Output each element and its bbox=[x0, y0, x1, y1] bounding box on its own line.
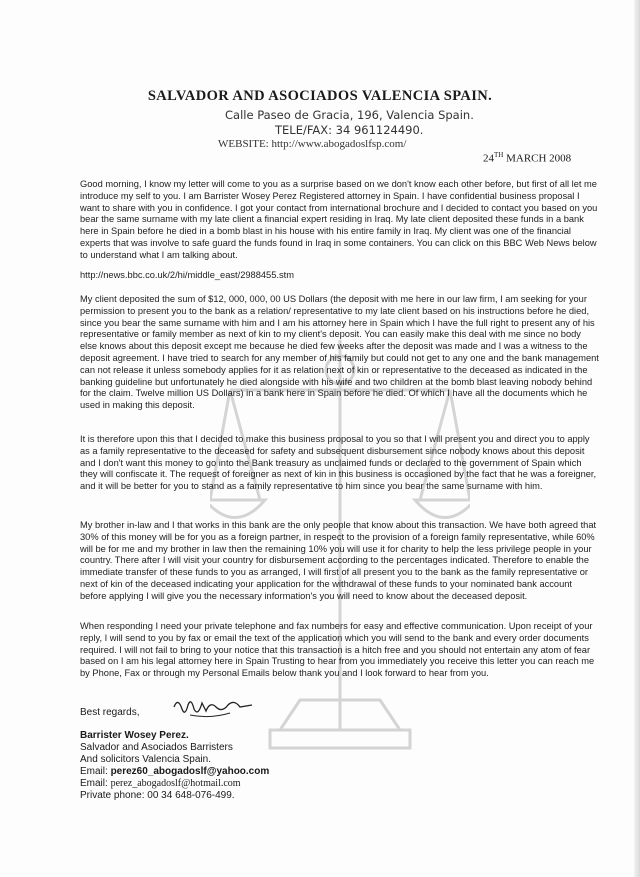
firm-website: WEBSITE: http://www.abogadoslfsp.com/ bbox=[218, 138, 407, 150]
handwritten-signature bbox=[170, 695, 255, 721]
paragraph-agreement: My brother in-law and I that works in this bank are the only people that know about this transaction. We have both agreed that 30% of this money will be for you as a foreign partner, in respect to the provision of a foreign family representative, while 60% will be for me and my brother in law then the remaining 10% you will use it for charity to help the less privilege people in your country. There after I will visit your country for disbursement according to the percentages indicated. Therefore to enable the immediate transfer of these funds to you as arranged, I will first of all present you to the bank as the family representative or next of kin of the deceased indicating your application for the withdrawal of these funds to your nominated bank account before applying I will give you the necessary information's you will need to know about the deceased deposit. bbox=[80, 520, 597, 601]
email-label-2: Email: bbox=[80, 778, 111, 789]
signature-block bbox=[80, 730, 269, 802]
email-yahoo-link[interactable]: perez60_abogadoslf@yahoo.com bbox=[110, 766, 270, 777]
firm-address: Calle Paseo de Gracia, 196, Valencia Spain. bbox=[225, 108, 474, 122]
signer-organization-line2: And solicitors Valencia Spain. bbox=[80, 754, 211, 765]
firm-telfax: TELE/FAX: 34 961124490. bbox=[275, 123, 424, 137]
email-yahoo bbox=[80, 766, 269, 778]
firm-name: SALVADOR AND ASOCIADOS VALENCIA SPAIN. bbox=[147, 88, 493, 104]
paragraph-response: When responding I need your private telephone and fax numbers for easy and effective communication. Upon receipt of your reply, I will send to you by fax or email the text of the application which you will send to the bank and every order documents required. I will not fail to bring to your notice that this transaction is a hitch free and you should not entertain any atom of fear based on I am his legal attorney here in Spain Trusting to hear from you immediately you receive this letter you can reach me by Phone, Fax or through my Personal Emails below thank you and I look forward to hear from you. bbox=[80, 621, 595, 679]
email-hotmail bbox=[80, 778, 269, 790]
signer-name: Barrister Wosey Perez. bbox=[80, 730, 189, 741]
scan-edge-shadow bbox=[634, 0, 640, 877]
signer-organization: Salvador and Asociados Barristers bbox=[80, 742, 233, 753]
paragraph-proposal: It is therefore upon this that I decided to make this business proposal to you so that I will present you and direct you to apply as a family representative to the deceased for safety and subsequent disbursement since nobody knows about this deposit and I don't want this money to go into the Bank treasury as unclaimed funds or declared to the government of Spain which they will confiscate it. The request of foreigner as next of kin in this business is occasioned by the fact that he was a foreigner, and it will be better for you to stand as a family representative to him since you bear the same surname with him. bbox=[80, 434, 597, 492]
date-day: 24 bbox=[483, 152, 494, 165]
email-hotmail-link[interactable]: perez_abogadoslf@hotmail.com bbox=[110, 778, 241, 789]
letter-date bbox=[483, 151, 571, 165]
email-label: Email: bbox=[80, 766, 111, 777]
paragraph-introduction: Good morning, I know my letter will come to you as a surprise based on we don't know each other before, but first of all let me introduce my self to you. I am Barrister Wosey Perez Registered attorney in Spain. I have confidential business proposal I want to share with you in confidence. I got your contact from international brochure and I decided to contact you based on you bear the same surname with my late client a financial expert residing in Iraq. My late client deposited these funds in a bank here in Spain before he died in a bomb blast in his house with his entire family in Iraq. My client was one of the financial experts that was involve to safe guard the funds found in Iraq in some containers. You can click on this BBC Web News below to understand what I am talking about. bbox=[80, 179, 598, 260]
bbc-news-link[interactable]: http://news.bbc.co.uk/2/hi/middle_east/2988455.stm bbox=[80, 270, 294, 280]
paragraph-deposit: My client deposited the sum of $12, 000, 000, 00 US Dollars (the deposit with me here in our law firm, I am seeking for your permission to present you to the bank as a relation/ representative to my late client based on his instructions before he died, since you bear the same surname with him and I am his attorney here in Spain which I have the full right to present any of his representative or family member as next of kin to my client's deposit. You can easily make this deal with me since no body else knows about this deposit except me because he died few weeks after the deposit was made and I was a witness to the deposit agreement. I have tried to search for any member of his family but could not get to any one and the bank management can not release it unless somebody applies for it as relation next of kin or representative to the deceased as indicated in the banking guideline but unfortunately he died alongside with his wife and two children at the bomb blast leaving nobody behind for the claim. Twelve million US Dollars) in a bank here in Spain before he died. Of which I have all the documents which he used in making this deposit. bbox=[80, 294, 599, 411]
private-phone: Private phone: 00 34 648-076-499. bbox=[80, 790, 235, 801]
date-suffix: TH bbox=[494, 151, 504, 159]
date-month-year: MARCH 2008 bbox=[503, 152, 572, 165]
closing-salutation: Best regards, bbox=[80, 707, 140, 718]
